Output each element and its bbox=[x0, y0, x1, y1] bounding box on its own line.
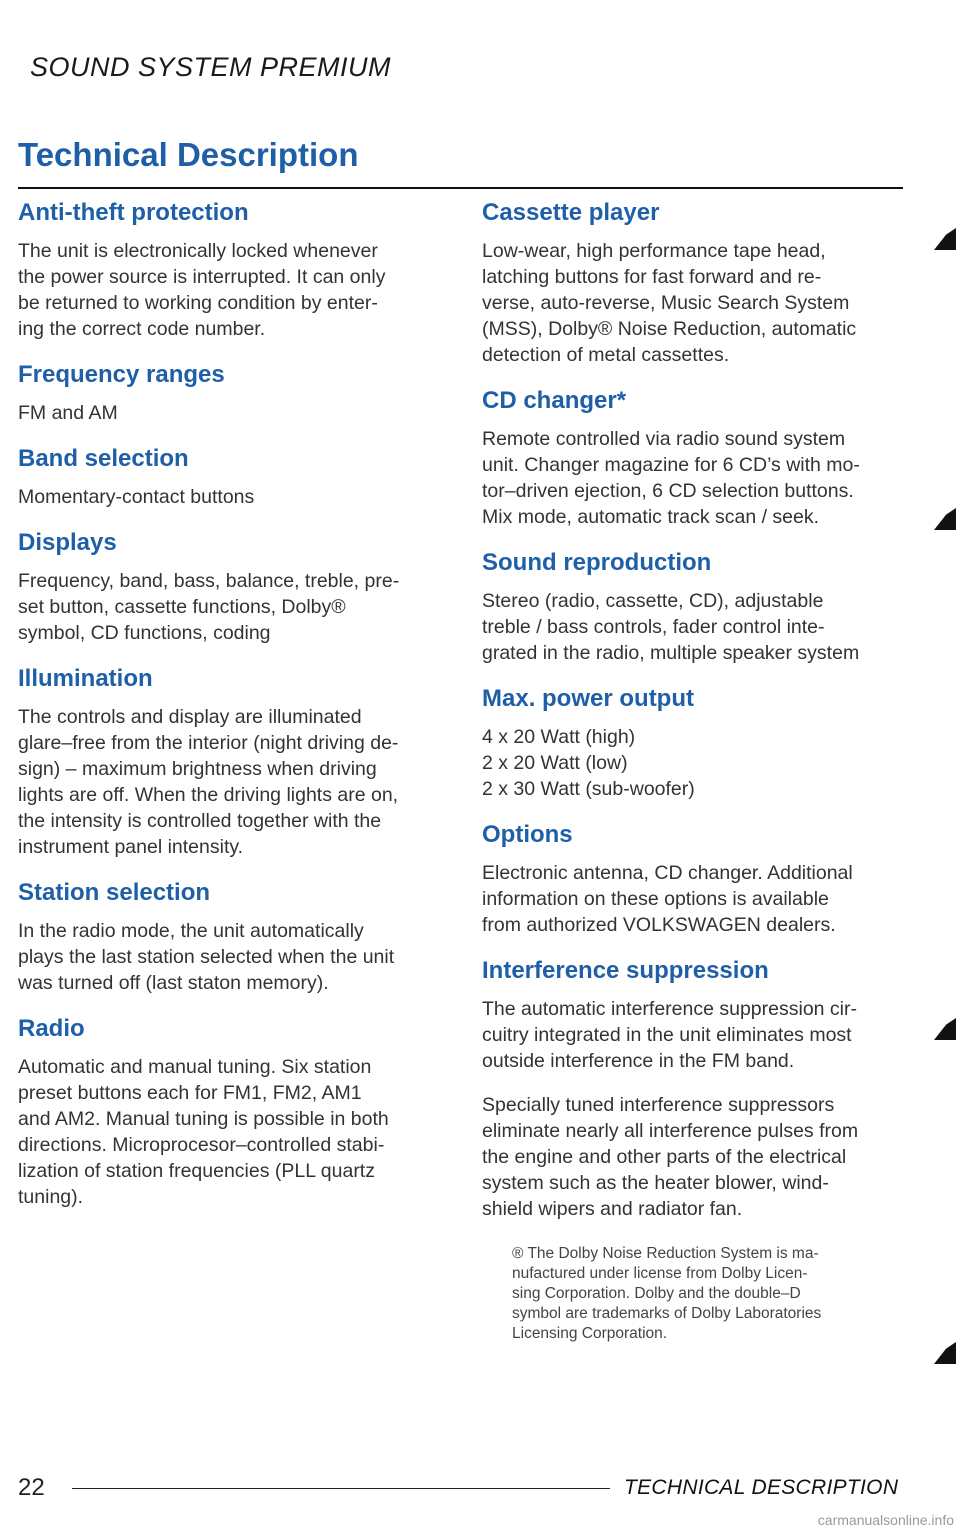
section-max-power-output bbox=[482, 684, 918, 802]
section-body: Frequency, band, bass, balance, treble, pre- set button, cassette functions, Dolby® symbol, CD functions, coding bbox=[18, 570, 400, 644]
running-header: SOUND SYSTEM PREMIUM bbox=[30, 52, 392, 82]
section-heading: Station selection bbox=[18, 879, 211, 906]
section-body-2: Specially tuned interference suppressors eliminate nearly all interference pulses from the engine and other parts of the electrical system such as the heater blower, wind- shield wipers and radiator fan. bbox=[482, 1094, 859, 1220]
margin-tab-marker bbox=[934, 508, 956, 530]
section-heading: Interference suppression bbox=[482, 957, 769, 984]
section-options bbox=[482, 820, 918, 938]
section-anti-theft bbox=[18, 198, 454, 342]
section-heading: Options bbox=[482, 821, 573, 848]
section-body: The controls and display are illuminated glare–free from the interior (night driving de- sign) – maximum brightness when driving lights are off. When the driving lights are on, the intensity is controlled together with the instrument panel intensity. bbox=[18, 706, 399, 858]
section-interference-suppression bbox=[482, 956, 918, 1222]
page-number: 22 bbox=[18, 1474, 45, 1501]
section-station-selection bbox=[18, 878, 454, 996]
section-displays bbox=[18, 528, 454, 646]
section-cd-changer bbox=[482, 386, 918, 530]
section-body: Stereo (radio, cassette, CD), adjustable treble / bass controls, fader control inte- grated in the radio, multiple speaker system bbox=[482, 590, 860, 664]
footer-left bbox=[18, 1474, 610, 1502]
title-divider bbox=[18, 187, 903, 189]
section-heading: Sound reproduction bbox=[482, 549, 712, 576]
right-column bbox=[482, 198, 918, 1344]
footer-title: TECHNICAL DESCRIPTION bbox=[624, 1476, 899, 1499]
margin-tab-marker bbox=[934, 228, 956, 250]
section-radio bbox=[18, 1014, 454, 1210]
section-heading: Frequency ranges bbox=[18, 361, 225, 388]
section-cassette-player bbox=[482, 198, 918, 368]
section-body: 4 x 20 Watt (high) 2 x 20 Watt (low) 2 x 30 Watt (sub-woofer) bbox=[482, 726, 695, 800]
section-body: Electronic antenna, CD changer. Additional information on these options is available from authorized VOLKSWAGEN dealers. bbox=[482, 862, 853, 936]
section-heading: Max. power output bbox=[482, 685, 694, 712]
section-body: Remote controlled via radio sound system unit. Changer magazine for 6 CD’s with mo- tor–driven ejection, 6 CD selection buttons. Mix mode, automatic track scan / seek. bbox=[482, 428, 860, 528]
section-body: Momentary-contact buttons bbox=[18, 486, 255, 508]
margin-tab-marker bbox=[934, 1342, 956, 1364]
section-heading: Illumination bbox=[18, 665, 153, 692]
section-frequency-ranges bbox=[18, 360, 454, 426]
section-heading: Band selection bbox=[18, 445, 189, 472]
section-band-selection bbox=[18, 444, 454, 510]
section-body: FM and AM bbox=[18, 402, 118, 424]
section-body: In the radio mode, the unit automatically plays the last station selected when the unit was turned off (last staton memory). bbox=[18, 920, 395, 994]
dolby-footnote: ® The Dolby Noise Reduction System is ma- nufactured under license from Dolby Licen- sing Corporation. Dolby and the double–D symbol are trademarks of Dolby Laboratories Licensing Corporation. bbox=[512, 1245, 822, 1342]
section-body: The unit is electronically locked whenever the power source is interrupted. It can only be returned to working condition by enter- ing the correct code number. bbox=[18, 240, 386, 340]
section-heading: Displays bbox=[18, 529, 117, 556]
section-body: Automatic and manual tuning. Six station preset buttons each for FM1, FM2, AM1 and AM2. Manual tuning is possible in both directions. Microprocesor–controlled stabi- lization of station frequencies (PLL quartz tuning). bbox=[18, 1056, 389, 1208]
watermark: carmanualsonline.info bbox=[817, 1512, 954, 1528]
page-title: Technical Description bbox=[18, 136, 359, 173]
section-body: The automatic interference suppression cir- cuitry integrated in the unit eliminates most outside interference in the FM band. bbox=[482, 998, 858, 1072]
section-sound-reproduction bbox=[482, 548, 918, 666]
section-heading: Cassette player bbox=[482, 199, 660, 226]
section-heading: Radio bbox=[18, 1015, 85, 1042]
footer-divider bbox=[72, 1488, 610, 1489]
section-heading: CD changer* bbox=[482, 387, 627, 414]
left-column bbox=[18, 198, 454, 1228]
section-body: Low-wear, high performance tape head, latching buttons for fast forward and re- verse, auto-reverse, Music Search System (MSS), Dolby® Noise Reduction, automatic detection of metal cassettes. bbox=[482, 240, 857, 366]
section-heading: Anti-theft protection bbox=[18, 199, 249, 226]
margin-tab-marker bbox=[934, 1018, 956, 1040]
section-illumination bbox=[18, 664, 454, 860]
